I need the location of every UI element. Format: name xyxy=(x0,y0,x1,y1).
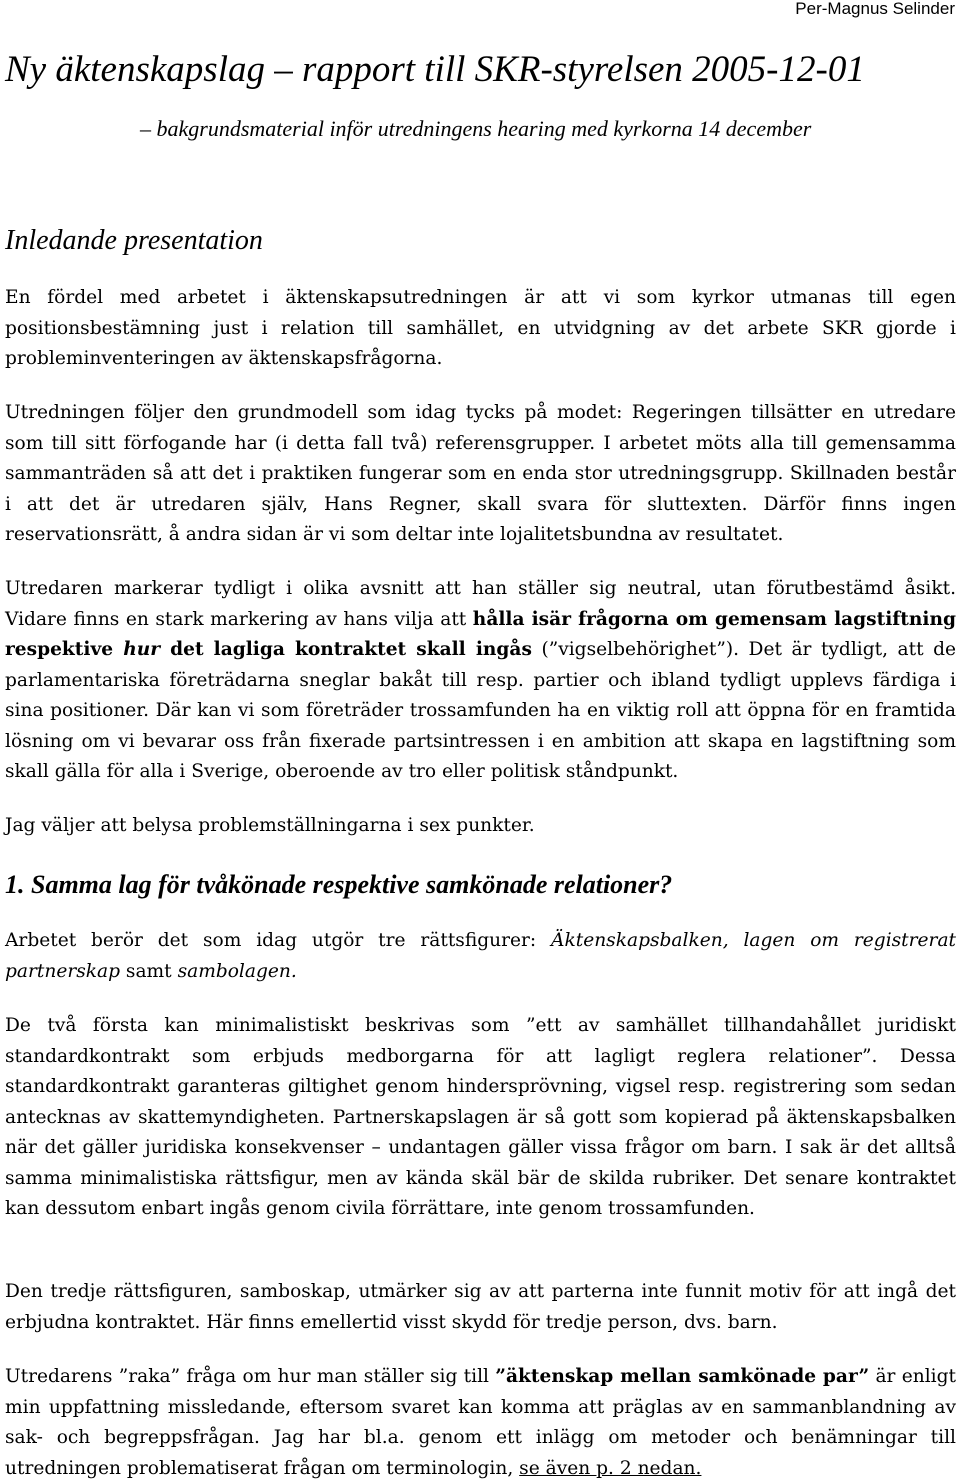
paragraph-neutrality-text-c: (”vigselbehörighet”). Det är tydligt, att de parlamentariska företrädarna sneglar bakåt till resp. partier och ibland tydligt upplevs färdiga i sina positioner. Där kan vi som företräder trossamfunden ha en viktig roll att öppna för en framtida lösning om vi bevarar oss från fixerade partsintressen i en ambition att skapa en lagstiftning som skall gälla för alla i Sverige, oberoende av tro eller politisk ståndpunkt. xyxy=(5,639,956,782)
question-text-a: Utredarens ”raka” fråga om hur man ställer sig till xyxy=(5,1366,496,1387)
document-title: Ny äktenskapslag – rapport till SKR-styrelsen 2005-12-01 xyxy=(5,49,865,90)
paragraph-neutrality xyxy=(5,574,956,788)
legal-figures-text-c: samt xyxy=(120,960,178,982)
paragraph-model: Utredningen följer den grundmodell som idag tycks på modet: Regeringen tillsätter en utredare som till sitt förfogande har (i detta fall två) referensgrupper. I arbetet möts alla till gemensamma sammanträden så att det i praktiken fungerar som en enda stor utredningsgrupp. Skillnaden består i att det är utredaren själv, Hans Regner, skall svara för sluttexten. Därför finns ingen reservationsrätt, å andra sidan är vi som deltar inte lojalitetsbundna av resultatet. xyxy=(5,402,956,545)
emphasis-part-3: det lagliga kontraktet skall ingås xyxy=(160,639,532,660)
author-name: Per-Magnus Selinder xyxy=(795,0,955,18)
legal-figures-titles: Äktenskapsbalken, lagen om registrerat partnerskap xyxy=(5,930,956,982)
paragraph-neutrality-text-a: Utredaren markerar tydligt i olika avsnitt att han ställer sig neutral, utan förutbestämd åsikt. Vidare finns en stark markering av hans vilja att xyxy=(5,578,956,630)
legal-figures-text-a: Arbetet berör det som idag utgör tre rättsfigurer: xyxy=(5,930,552,951)
document-subtitle: – bakgrundsmaterial inför utredningens hearing med kyrkorna 14 december xyxy=(140,116,812,141)
paragraph-legal-figures xyxy=(5,926,956,987)
emphasis-part-1: hålla isär frågorna om gemensam lagstiftning respektive xyxy=(5,608,956,660)
emphasis-hur: hur xyxy=(123,639,161,660)
paragraph-six-points: Jag väljer att belysa problemställningarna i sex punkter. xyxy=(5,815,535,836)
question-text-c: är enligt min uppfattning missledande, eftersom svaret kan komma att präglas av en sammanblandning av sak- och begreppsfrågan. Jag har bl.a. genom ett inlägg om metoder och benämningar till utredningen problematiserat frågan om terminologin, xyxy=(5,1366,956,1479)
see-also-link[interactable]: se även p. 2 nedan. xyxy=(519,1457,702,1479)
paragraph-cohabitation: Den tredje rättsfiguren, samboskap, utmärker sig av att parterna inte funnit motiv för att ingå det erbjudna kontraktet. Här finns emellertid visst skydd för tredje person, dvs. barn. xyxy=(5,1281,956,1333)
intro-heading: Inledande presentation xyxy=(5,225,263,256)
legal-figures-sambolagen: sambolagen. xyxy=(177,960,297,982)
paragraph-standard-contract: De två första kan minimalistiskt beskrivas som ”ett av samhället tillhandahållet juridiskt standardkontrakt som erbjuds medborgarna för att lagligt reglera relationer”. Dessa standardkontrakt garanteras giltighet genom hindersprövning, vigsel resp. registrering som sedan antecknas av skattemyndigheten. Partnerskapslagen är så gott som kopierad på äktenskapsbalken när det gäller juridiska konsekvenser – undantagen gäller vissa frågor om barn. I sak är det alltså samma minimalistiska rättsfigur, men av kända skäl bär de skilda rubriker. Det senare kontraktet kan dessutom enbart ingås genom civila förrättare, inte genom trossamfunden. xyxy=(5,1015,956,1219)
section-1-heading: 1. Samma lag för tvåkönade respektive samkönade relationer? xyxy=(5,870,673,899)
paragraph-same-sex-question xyxy=(5,1362,956,1484)
paragraph-intro: En fördel med arbetet i äktenskapsutredningen är att vi som kyrkor utmanas till egen positionsbestämning just i relation till samhället, en utvidgning av det arbete SKR gjorde i probleminventeringen av äktenskapsfrågorna. xyxy=(5,287,956,369)
question-emphasis: ”äktenskap mellan samkönade par” xyxy=(495,1366,870,1387)
